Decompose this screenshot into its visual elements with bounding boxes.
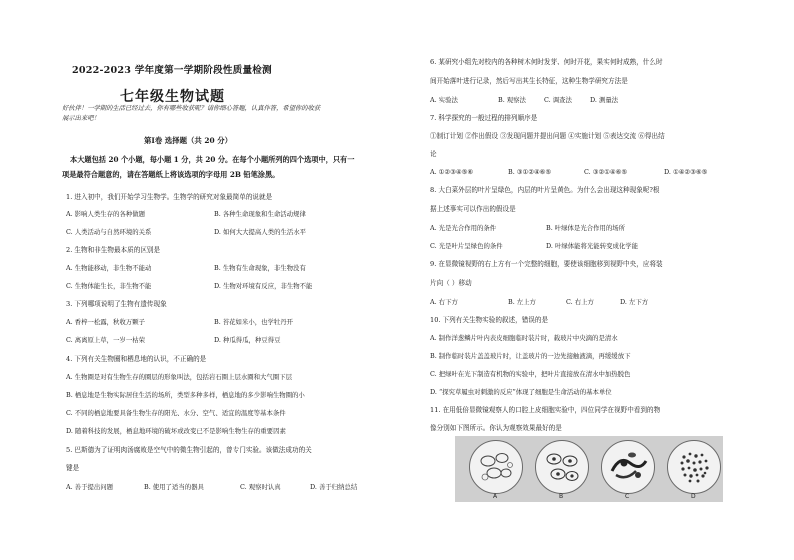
q1-option-d[interactable]: D. 如何大大提高人类的生活水平 [214, 228, 307, 236]
intro-line-2: 展示出来吧！ [62, 115, 100, 122]
q3-stem: 3. 下列哪项说明了生物有遗传现象 [66, 300, 167, 308]
q9-option-d[interactable]: D. 左下方 [620, 298, 649, 306]
q7-option-a[interactable]: A. ①②③④⑤⑥ [430, 168, 474, 176]
q4-option-c[interactable]: C. 不同的栖息地要具备生物生存的阳光、水分、空气、适宜的温度等基本条件 [66, 409, 286, 417]
figure-label-a: A [493, 493, 498, 500]
q2-option-d[interactable]: D. 生物对环境有反应，非生物不能 [214, 282, 313, 290]
q4-option-d[interactable]: D. 随着科技的发展，栖息地环境的破坏或改变已不是影响生物生存的重要因素 [66, 427, 286, 435]
exam-subtitle: 七年级生物试题 [120, 89, 225, 105]
field-of-view-a[interactable] [469, 440, 523, 494]
q1-stem: 1. 进入初中，我们开始学习生物学。生物学的研究对象最简单的说就是 [66, 193, 273, 201]
q8-option-a[interactable]: A. 光是光合作用的条件 [430, 224, 497, 232]
q5-stem-line-1: 5. 巴斯德为了证明肉汤腐败是空气中的微生物引起的，曾专门实验。该做法成功的关 [66, 446, 312, 454]
q6-option-a[interactable]: A. 实验法 [430, 96, 458, 104]
q5-option-c[interactable]: C. 观察时认真 [240, 483, 281, 491]
q9-option-b[interactable]: B. 左上方 [508, 298, 536, 306]
q1-option-c[interactable]: C. 人类活动与自然环境的关系 [66, 228, 152, 236]
q4-stem: 4. 下列有关生物圈和栖息地的认识，不正确的是 [66, 355, 207, 363]
q4-option-a[interactable]: A. 生物圈是对有生物生存的圈层的形象叫法，包括岩石圈上层水圈和大气圈下层 [66, 373, 292, 381]
intro-line-1: 好伙伴！一学期的生活已经过去，你有哪些收获呢？请你细心答题，认真作答，希望你的收获 [62, 105, 321, 112]
field-of-view-d[interactable] [667, 440, 721, 494]
q6-option-d[interactable]: D. 测量法 [590, 96, 619, 104]
q10-option-b[interactable]: B. 制作临时装片盖盖玻片时，让盖玻片的一边先接触液滴，再缓缓放下 [430, 352, 631, 360]
q1-option-a[interactable]: A. 影响人类生存的各种做题 [66, 210, 145, 218]
q3-option-d[interactable]: D. 种瓜得瓜，种豆得豆 [214, 336, 281, 344]
q3-option-a[interactable]: A. 香梓一松露，秋收万颗子 [66, 318, 145, 326]
q5-option-a[interactable]: A. 善于提出问题 [66, 483, 114, 491]
q8-stem-line-1: 8. 大白菜外层的叶片呈绿色，内层的叶片呈黄色。为什么会出现这种现象呢?根 [430, 186, 660, 194]
q9-option-a[interactable]: A. 右下方 [430, 298, 458, 306]
q7-steps-line-1: ①制订计划 ②作出假设 ③发现问题并提出问题 ④实施计划 ⑤表达交流 ⑥得出结 [430, 132, 665, 140]
q2-option-a[interactable]: A. 生物能移动，非生物不能动 [66, 264, 152, 272]
q11-stem-line-1: 11. 在用低倍显微镜观察人的口腔上皮细胞实验中，四位同学在视野中看到的物 [430, 406, 661, 414]
section-heading: 第Ⅰ卷 选择题（共 20 分） [144, 136, 232, 145]
q10-option-c[interactable]: C. 把绿叶在光下制造有机物的实验中，把叶片直接放在清水中加热脱色 [430, 370, 631, 378]
q11-microscope-figure [455, 436, 723, 502]
q3-option-b[interactable]: B. 苔花如米小，也学牡丹开 [214, 318, 294, 326]
q3-option-c[interactable]: C. 离离原上草，一岁一枯荣 [66, 336, 146, 344]
q9-stem-line-2: 片向（ ）移动 [430, 279, 472, 287]
q7-option-b[interactable]: B. ③①②④⑥⑤ [508, 168, 552, 176]
instructions-line-2: 项是最符合题意的，请在答题纸上将该选项的字母用 2B 铅笔涂黑。 [62, 170, 280, 179]
figure-label-d: D [691, 493, 696, 500]
q2-option-b[interactable]: B. 生物有生命现象，非生物没有 [214, 264, 306, 272]
q2-stem: 2. 生物和非生物最本质的区别是 [66, 246, 161, 254]
q7-option-c[interactable]: C. ③②①④⑥⑤ [584, 168, 628, 176]
q8-option-b[interactable]: B. 叶绿体是光合作用的场所 [546, 224, 626, 232]
field-of-view-c[interactable] [601, 440, 655, 494]
q11-stem-line-2: 像分别如下图所示。你认为观察效果最好的是 [430, 424, 562, 432]
q5-stem-line-2: 键是 [66, 464, 80, 472]
q5-option-b[interactable]: B. 使用了适当的器具 [144, 483, 204, 491]
q8-option-c[interactable]: C. 光是叶片呈绿色的条件 [430, 242, 503, 250]
q6-stem-line-2: 间开始落叶进行记录，然后写出其生长特征，这种生物学研究方法是 [430, 77, 628, 85]
exam-title: 2022-2023 学年度第一学期阶段性质量检测 [72, 65, 272, 76]
q10-stem: 10. 下列有关生物实验的叙述，错误的是 [430, 316, 549, 324]
q7-stem: 7. 科学探究的一般过程的排列顺序是 [430, 114, 538, 122]
q5-option-d[interactable]: D. 善于归纳总结 [310, 483, 358, 491]
q6-option-c[interactable]: C. 调查法 [544, 96, 572, 104]
figure-label-c: C [625, 493, 630, 500]
q10-option-d[interactable]: D. “探究草履虫对刺激的反应”体现了细胞是生命活动的基本单位 [430, 388, 612, 396]
q8-option-d[interactable]: D. 叶绿体能将光能转变成化学能 [546, 242, 639, 250]
q6-option-b[interactable]: B. 观察法 [498, 96, 526, 104]
q4-option-b[interactable]: B. 栖息地是生物实际居住生活的场所，类型多种多样，栖息地的多少影响生物圈的小 [66, 391, 305, 399]
q7-steps-line-2: 论 [430, 150, 437, 158]
q9-option-c[interactable]: C. 右上方 [566, 298, 594, 306]
q7-option-d[interactable]: D. ①④②③⑥⑤ [664, 168, 708, 176]
field-of-view-b[interactable] [535, 440, 589, 494]
q1-option-b[interactable]: B. 各种生命现象和生命活动规律 [214, 210, 306, 218]
q6-stem-line-1: 6. 某研究小组先对校内的各种树木何时发芽、何时开花，果实何时成熟，什么时 [430, 58, 663, 66]
figure-label-b: B [559, 493, 564, 500]
q10-option-a[interactable]: A. 制作洋葱鳞片叶内表皮细胞临时装片时，载玻片中央滴的是清水 [430, 334, 618, 342]
q9-stem-line-1: 9. 在显微镜视野的右上方有一个完整的细胞，要使该细胞移到视野中央，应将装 [430, 260, 663, 268]
q2-option-c[interactable]: C. 生物体能生长，非生物不能 [66, 282, 152, 290]
instructions-line-1: 本大题包括 20 个小题，每小题 1 分，共 20 分。在每个小题所列的四个选项中，只有一 [70, 155, 355, 164]
q8-stem-line-2: 据上述事实可以作出的假设是 [430, 205, 516, 213]
